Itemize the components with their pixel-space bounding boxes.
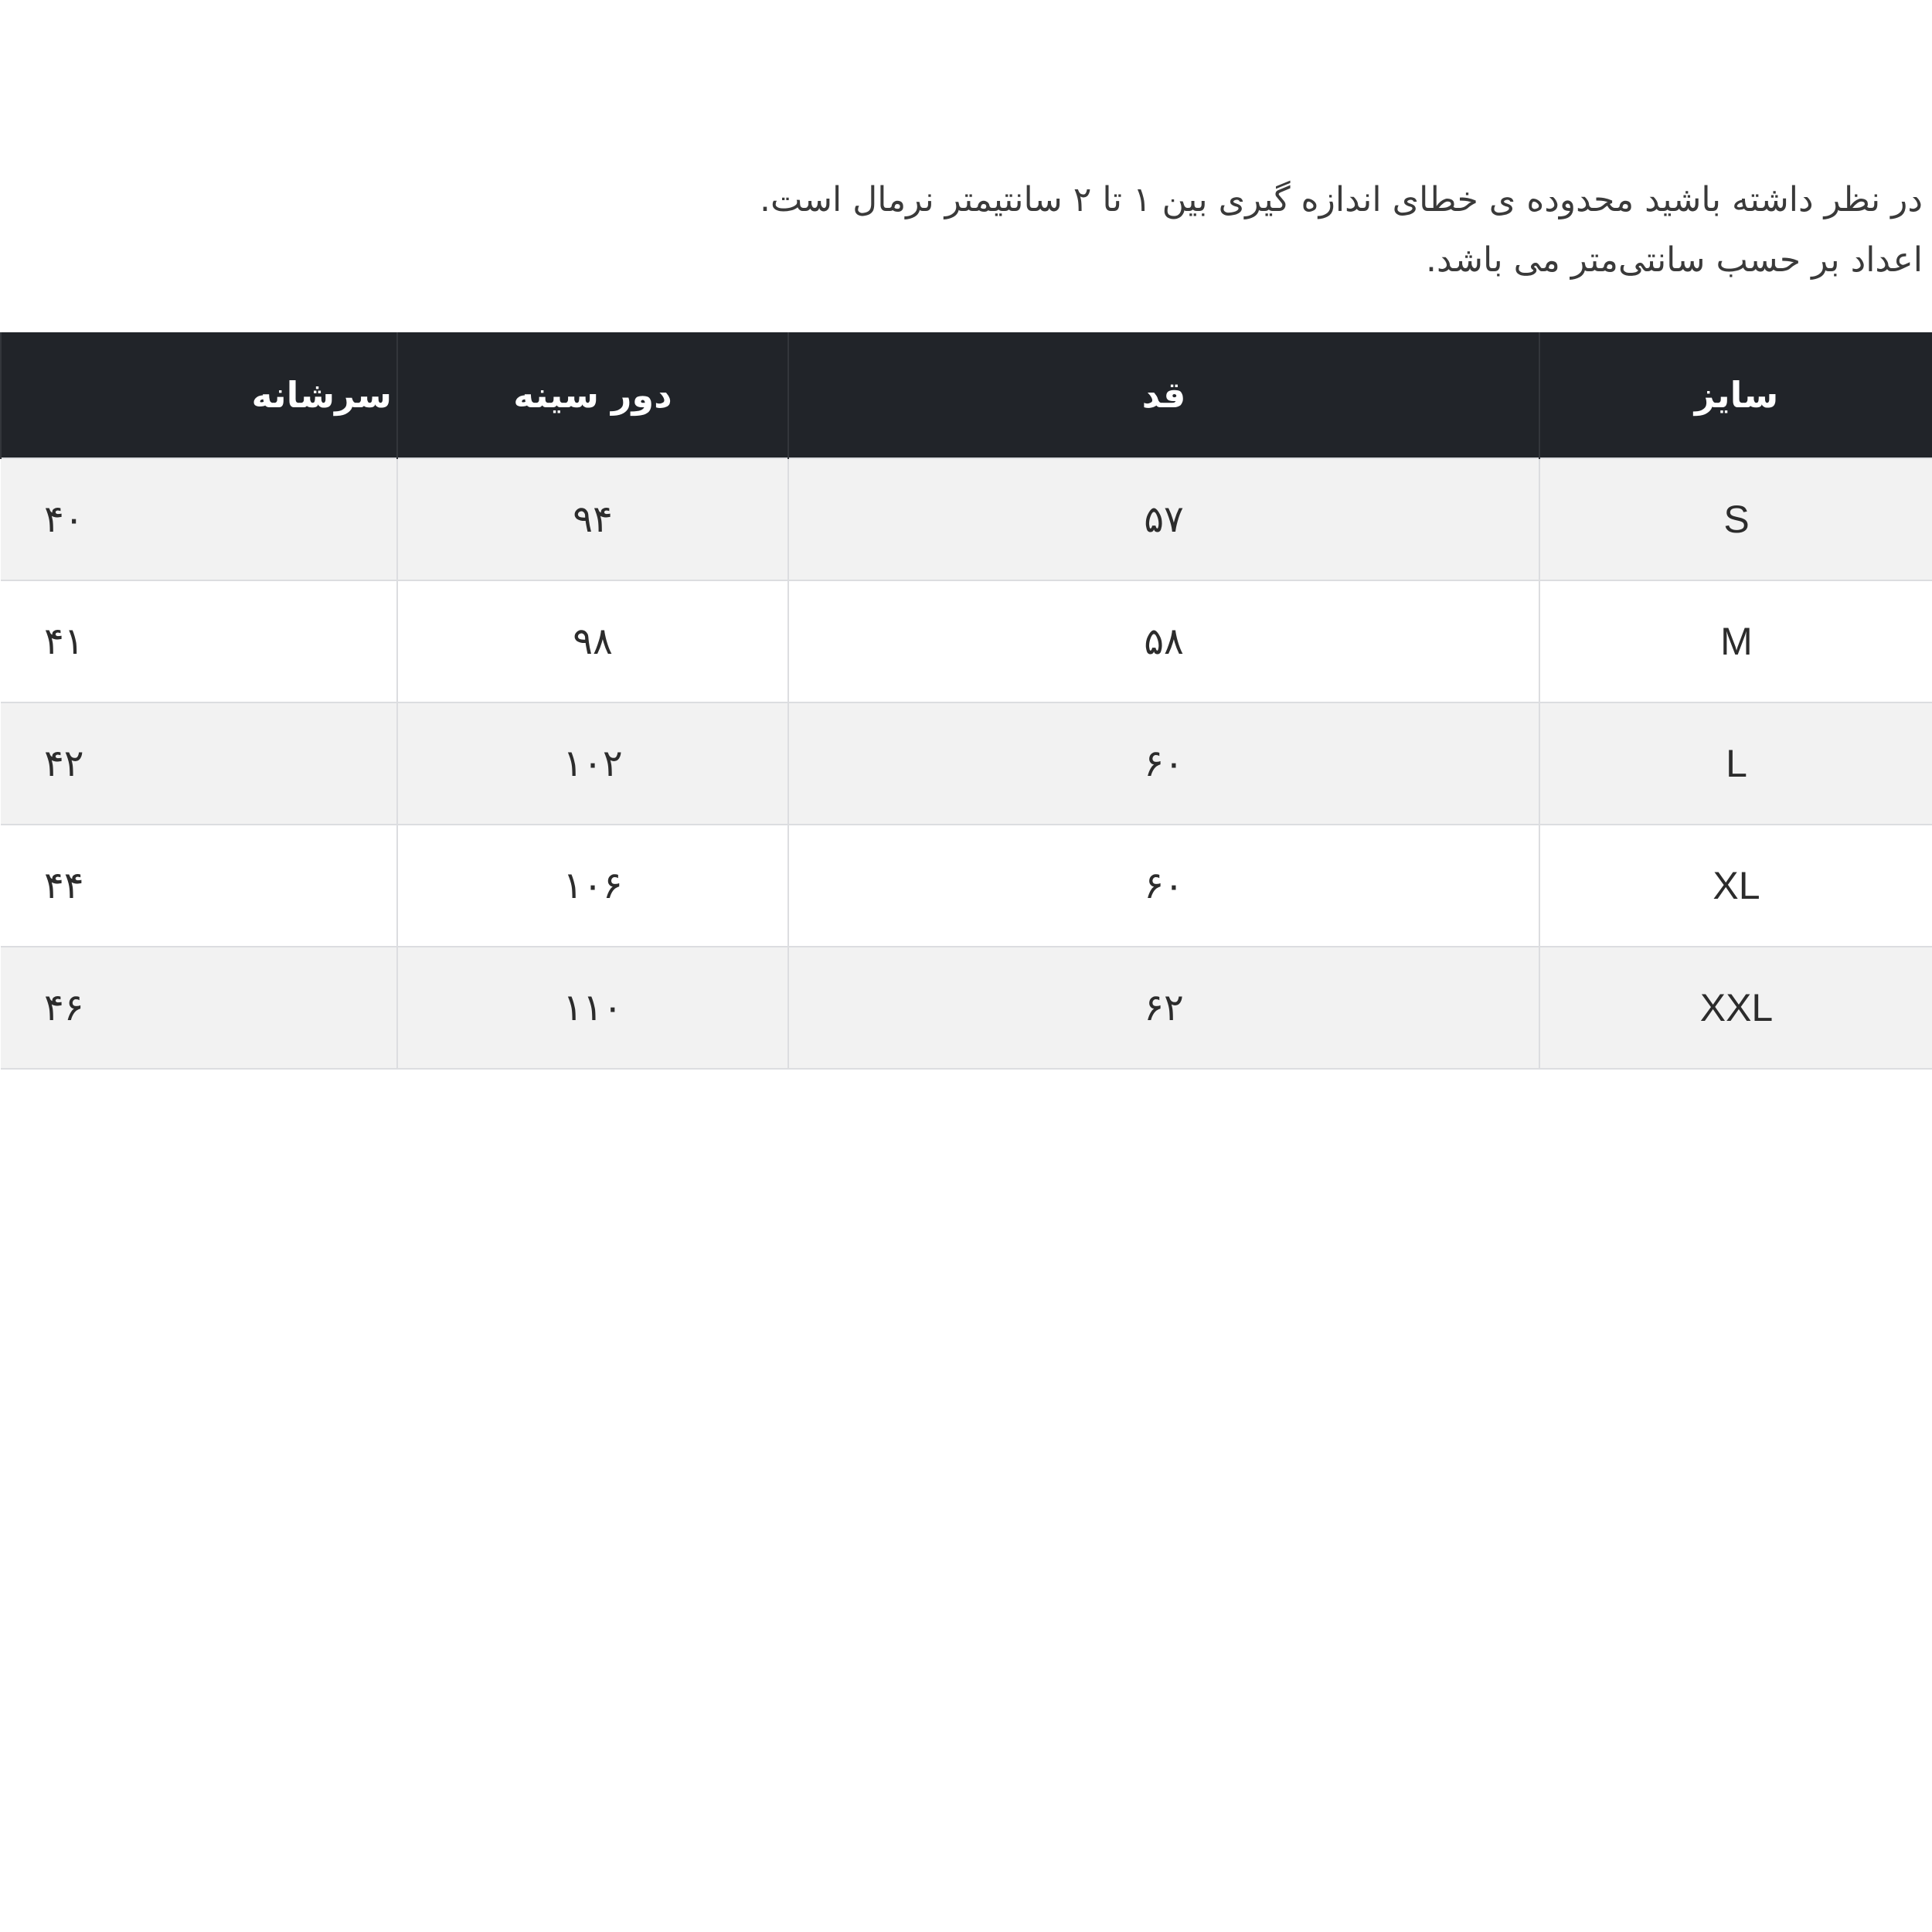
note-units: اعداد بر حسب سانتی‌متر می باشد. [1426,240,1923,280]
cell-shoulder: ۴۱ [1,580,397,702]
header-shoulder-label: سرشانه [251,374,392,416]
header-height: قد [788,332,1539,458]
cell-shoulder: ۴۲ [1,702,397,825]
cell-chest: ۹۴ [397,458,788,580]
header-chest: دور سینه [397,332,788,458]
table-row [1,825,1932,947]
cell-chest: ۱۰۶ [397,825,788,947]
cell-shoulder: ۴۶ [1,947,397,1069]
cell-size: XL [1539,825,1932,947]
cell-height: ۵۸ [788,580,1539,702]
note-tolerance: در نظر داشته باشید محدوده ی خطای اندازه گیری بین ۱ تا ۲ سانتیمتر نرمال است. [759,180,1923,219]
table-header [1,332,1932,458]
table-row [1,458,1932,580]
cell-height: ۶۲ [788,947,1539,1069]
table-body [1,458,1932,1069]
size-chart-table [0,332,1932,1070]
cell-height: ۵۷ [788,458,1539,580]
table-row [1,580,1932,702]
cell-chest: ۱۰۲ [397,702,788,825]
cell-size: S [1539,458,1932,580]
cell-size: L [1539,702,1932,825]
cell-height: ۶۰ [788,825,1539,947]
header-row [1,332,1932,458]
cell-shoulder: ۴۴ [1,825,397,947]
cell-chest: ۱۱۰ [397,947,788,1069]
size-table-container [0,332,1932,1070]
cell-height: ۶۰ [788,702,1539,825]
table-row [1,702,1932,825]
cell-shoulder: ۴۰ [1,458,397,580]
cell-size: XXL [1539,947,1932,1069]
header-size: سایز [1539,332,1932,458]
header-shoulder [1,332,397,458]
cell-chest: ۹۸ [397,580,788,702]
measurement-notes [454,170,1923,291]
cell-size: M [1539,580,1932,702]
table-row [1,947,1932,1069]
